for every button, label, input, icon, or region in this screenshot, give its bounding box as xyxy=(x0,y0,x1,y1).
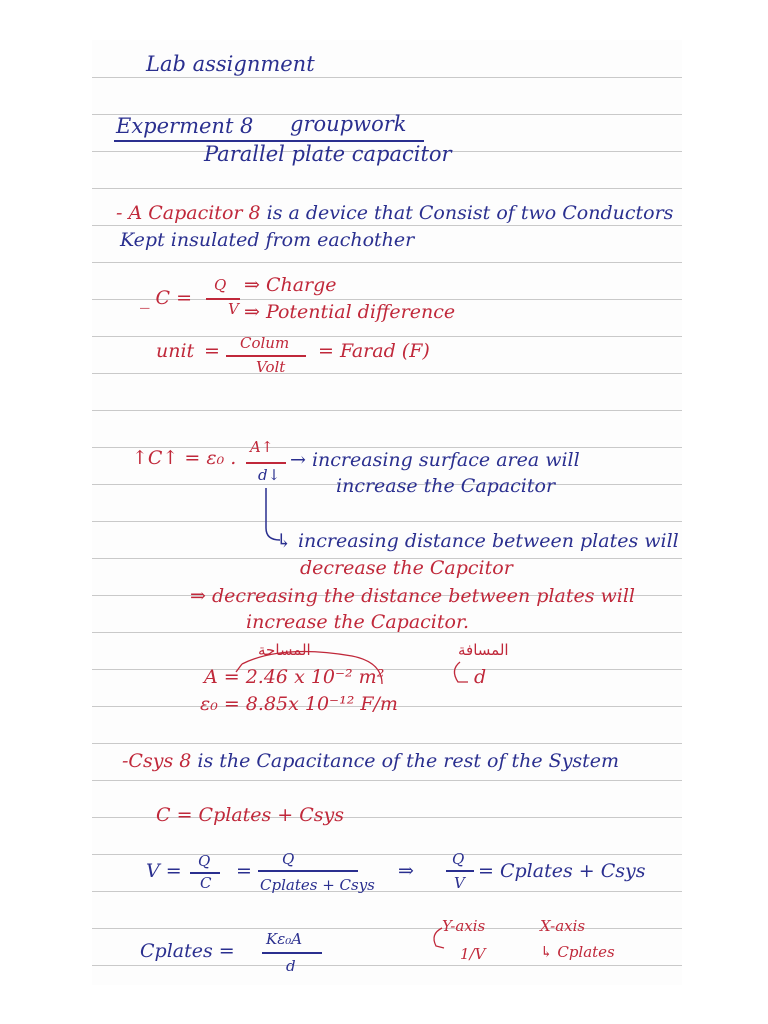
plates-numerator: Kε₀A xyxy=(266,930,303,948)
definition-dash: - xyxy=(116,202,129,224)
y-axis-curved-arrow xyxy=(428,926,452,956)
system-dash: - xyxy=(122,750,129,772)
capacitance-fraction-bar xyxy=(246,462,286,464)
definition-line-2: Kept insulated from eachother xyxy=(120,229,415,251)
ruled-line xyxy=(92,188,682,189)
ruled-line xyxy=(92,373,682,374)
distance-curved-arrow xyxy=(446,660,476,690)
voltage-den-3: V xyxy=(454,874,465,892)
system-term: Csys 8 xyxy=(128,750,192,772)
title-underline xyxy=(114,140,424,142)
unit-equals: = xyxy=(204,340,220,362)
ruled-line xyxy=(92,77,682,78)
plates-lhs: Cplates = xyxy=(140,940,235,962)
experiment-subtitle: Parallel plate capacitor xyxy=(204,142,452,166)
ruled-line xyxy=(92,854,682,855)
y-axis-value: 1/V xyxy=(460,945,486,963)
unit-numerator: Colum xyxy=(240,334,290,352)
groupwork-label: groupwork xyxy=(290,112,407,136)
voltage-bar-3 xyxy=(446,870,474,872)
arabic-area-label: المساحة xyxy=(258,641,311,659)
definition-term: A Capacitor 8 xyxy=(128,202,261,224)
ruled-line xyxy=(92,743,682,744)
area-value: A = 2.46 x 10⁻² m² xyxy=(204,666,385,688)
voltage-implies: ⇒ xyxy=(398,860,414,882)
ruled-line xyxy=(92,891,682,892)
voltage-equals: = xyxy=(236,860,252,882)
page-title: Lab assignment xyxy=(146,52,315,76)
voltage-num-2: Q xyxy=(282,850,295,868)
ruled-line xyxy=(92,336,682,337)
c-formula-denominator: V xyxy=(228,300,239,318)
total-capacitance-eq: C = Cplates + Csys xyxy=(156,804,345,826)
ruled-line xyxy=(92,928,682,929)
decreasing-note-line-1: ⇒ decreasing the distance between plates will xyxy=(190,585,635,607)
capacitance-numerator: A↑ xyxy=(250,438,274,456)
c-formula-numerator: Q xyxy=(214,276,227,294)
unit-label: unit xyxy=(156,340,195,362)
decreasing-note-line-2: increase the Capacitor. xyxy=(246,611,469,633)
x-axis-value: ↳ Cplates xyxy=(540,943,615,961)
ruled-line xyxy=(92,262,682,263)
area-note-line-1: → increasing surface area will xyxy=(290,449,580,471)
ruled-line xyxy=(92,410,682,411)
unit-result: = Farad (F) xyxy=(318,340,430,362)
unit-fraction-bar xyxy=(226,355,306,357)
x-axis-label: X-axis xyxy=(540,917,586,935)
distance-note-line-1: ↳ increasing distance between plates will xyxy=(276,530,679,552)
ruled-line xyxy=(92,521,682,522)
voltage-rhs: = Cplates + Csys xyxy=(478,860,646,882)
charge-note: ⇒ Charge xyxy=(244,274,337,296)
c-formula-lhs: _ C = xyxy=(140,287,193,309)
ruled-line xyxy=(92,780,682,781)
plates-denominator: d xyxy=(286,957,296,975)
ruled-line xyxy=(92,225,682,226)
definition-text: is a device that Consist of two Conductors xyxy=(260,202,674,224)
voltage-bar-2 xyxy=(258,870,358,872)
area-note-line-2: increase the Capacitor xyxy=(336,475,556,497)
y-axis-label: Y-axis xyxy=(442,917,486,935)
distance-note-line-2: decrease the Capcitor xyxy=(300,557,513,579)
capacitance-lhs: ↑C↑ = ε₀ . xyxy=(132,447,237,469)
voltage-den-2: Cplates + Csys xyxy=(260,876,375,894)
voltage-num-1: Q xyxy=(198,852,211,870)
voltage-den-1: C xyxy=(200,874,212,892)
ruled-line xyxy=(92,965,682,966)
definition-line-1 xyxy=(116,202,673,224)
potential-note: ⇒ Potential difference xyxy=(244,301,456,323)
system-definition xyxy=(122,750,619,772)
epsilon-value: ε₀ = 8.85x 10⁻¹² F/m xyxy=(200,693,398,715)
plates-fraction-bar xyxy=(262,952,322,954)
notebook-page xyxy=(92,40,682,985)
system-text: is the Capacitance of the rest of the System xyxy=(191,750,620,772)
voltage-lhs: V = xyxy=(146,860,182,882)
capacitance-denominator: d↓ xyxy=(258,466,281,484)
arabic-distance-label: المسافة xyxy=(458,641,509,659)
unit-denominator: Volt xyxy=(256,358,286,376)
distance-symbol: d xyxy=(474,666,487,688)
experiment-label: Experment 8 xyxy=(116,114,254,138)
voltage-num-3: Q xyxy=(452,850,465,868)
